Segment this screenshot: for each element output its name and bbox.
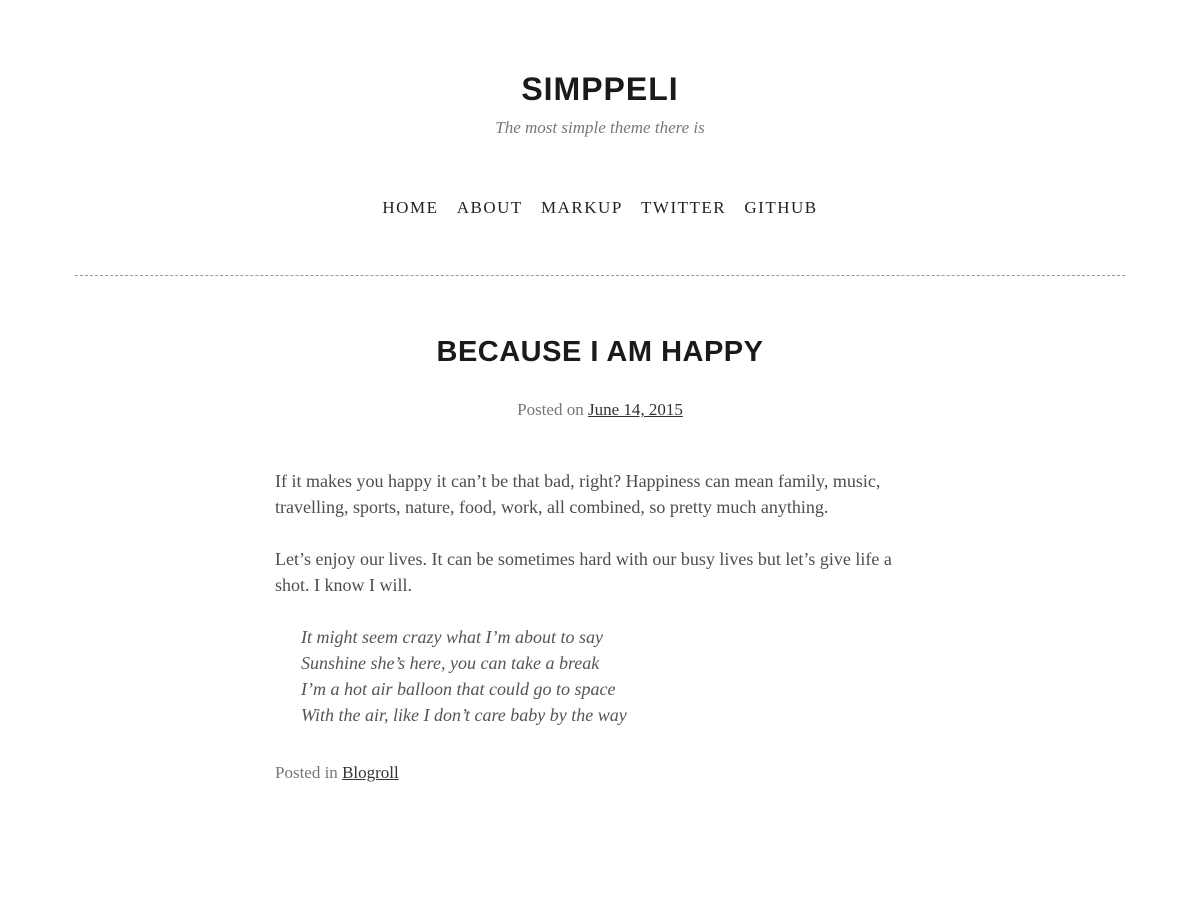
post-title: BECAUSE I AM HAPPY xyxy=(436,336,764,369)
site-header xyxy=(0,0,1200,220)
post-meta-prefix: Posted on xyxy=(517,400,584,420)
nav-link-markup[interactable]: MARKUP xyxy=(541,198,623,218)
post-footer xyxy=(275,760,925,786)
lyrics-line: It might seem crazy what I’m about to say xyxy=(301,627,603,648)
header-divider xyxy=(75,275,1125,276)
site-tagline: The most simple theme there is xyxy=(495,118,705,138)
entry-content xyxy=(275,468,925,728)
post-footer-prefix: Posted in xyxy=(275,763,338,783)
category-link-blogroll[interactable]: Blogroll xyxy=(342,763,399,783)
main-content xyxy=(275,334,925,786)
lyrics-line: Sunshine she’s here, you can take a break xyxy=(301,653,600,674)
post-paragraph: Let’s enjoy our lives. It can be sometimes hard with our busy lives but let’s give life a shot. I know I will. xyxy=(275,549,892,596)
main-nav xyxy=(0,196,1200,220)
nav-link-github[interactable]: GITHUB xyxy=(744,198,818,218)
post-paragraph: If it makes you happy it can’t be that bad, right? Happiness can mean family, music, travelling, sports, nature, food, work, all combined, so pretty much anything. xyxy=(275,471,881,518)
lyrics-line: With the air, like I don’t care baby by the way xyxy=(301,705,627,726)
post xyxy=(275,334,925,786)
site-title[interactable]: SIMPPELI xyxy=(521,71,679,107)
nav-link-about[interactable]: ABOUT xyxy=(456,198,523,218)
nav-link-home[interactable]: HOME xyxy=(382,198,439,218)
post-meta xyxy=(275,398,925,422)
lyrics-line: I’m a hot air balloon that could go to space xyxy=(301,679,616,700)
lyrics-blockquote xyxy=(275,624,925,728)
nav-link-twitter[interactable]: TWITTER xyxy=(641,198,727,218)
post-date-link[interactable]: June 14, 2015 xyxy=(587,400,683,420)
